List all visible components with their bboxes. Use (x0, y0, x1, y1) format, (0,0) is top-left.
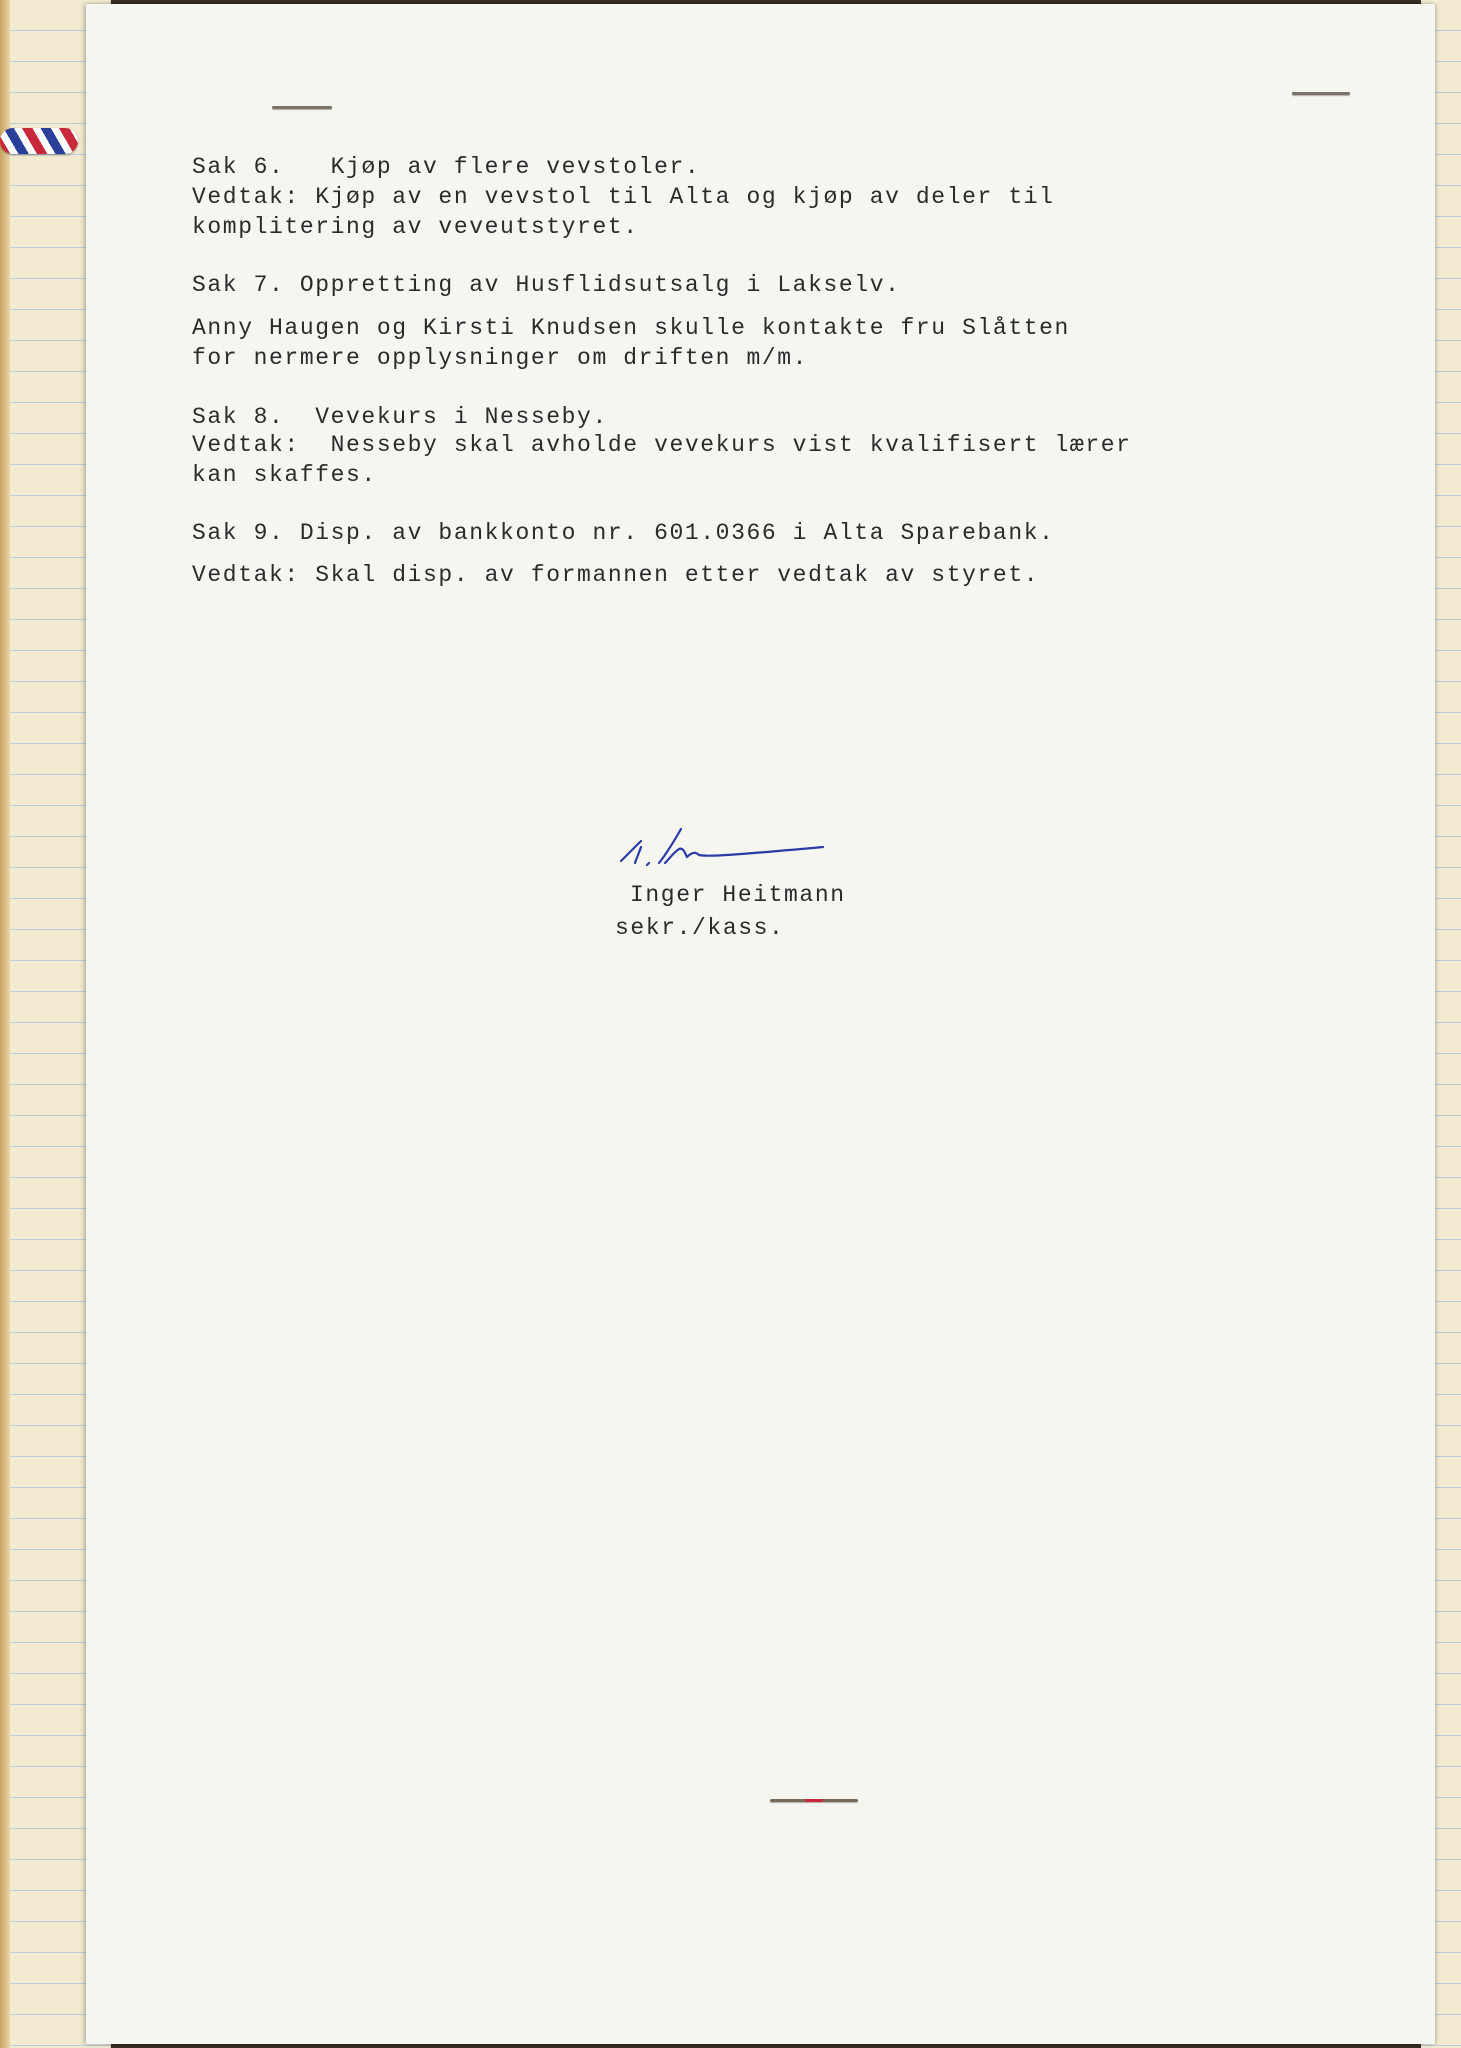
sak-8-vedtak-cont: kan skaffes. (192, 462, 377, 488)
sak-6-vedtak: Vedtak: Kjøp av en vevstol til Alta og kjøp av deler til (192, 184, 1055, 210)
sak-6-heading: Sak 6. Kjøp av flere vevstoler. (192, 154, 701, 180)
typed-sheet (86, 4, 1435, 2044)
signer-name: Inger Heitmann (630, 882, 846, 908)
handwritten-signature (615, 823, 825, 873)
sak-9-vedtak: Vedtak: Skal disp. av formannen etter vedtak av styret. (192, 562, 1040, 588)
sak-7-body-cont: for nermere opplysninger om driften m/m. (192, 345, 809, 371)
sak-8-heading: Sak 8. Vevekurs i Nesseby. (192, 404, 608, 430)
sak-7-body: Anny Haugen og Kirsti Knudsen skulle kontakte fru Slåtten (192, 315, 1070, 341)
book-binding (0, 0, 10, 2048)
signature-block (615, 823, 875, 943)
binding-cord (0, 128, 78, 154)
sak-6-vedtak-cont: komplitering av veveutstyret. (192, 214, 639, 240)
sak-7-heading: Sak 7. Oppretting av Husflidsutsalg i Lakselv. (192, 272, 901, 298)
staple-mark-left (272, 106, 332, 109)
staple-bottom (770, 1799, 858, 1802)
sak-9-heading: Sak 9. Disp. av bankkonto nr. 601.0366 i Alta Sparebank. (192, 520, 1055, 546)
sak-8-vedtak: Vedtak: Nesseby skal avholde vevekurs vist kvalifisert lærer (192, 432, 1132, 458)
signer-title: sekr./kass. (615, 915, 785, 941)
staple-mark-right (1292, 92, 1350, 95)
